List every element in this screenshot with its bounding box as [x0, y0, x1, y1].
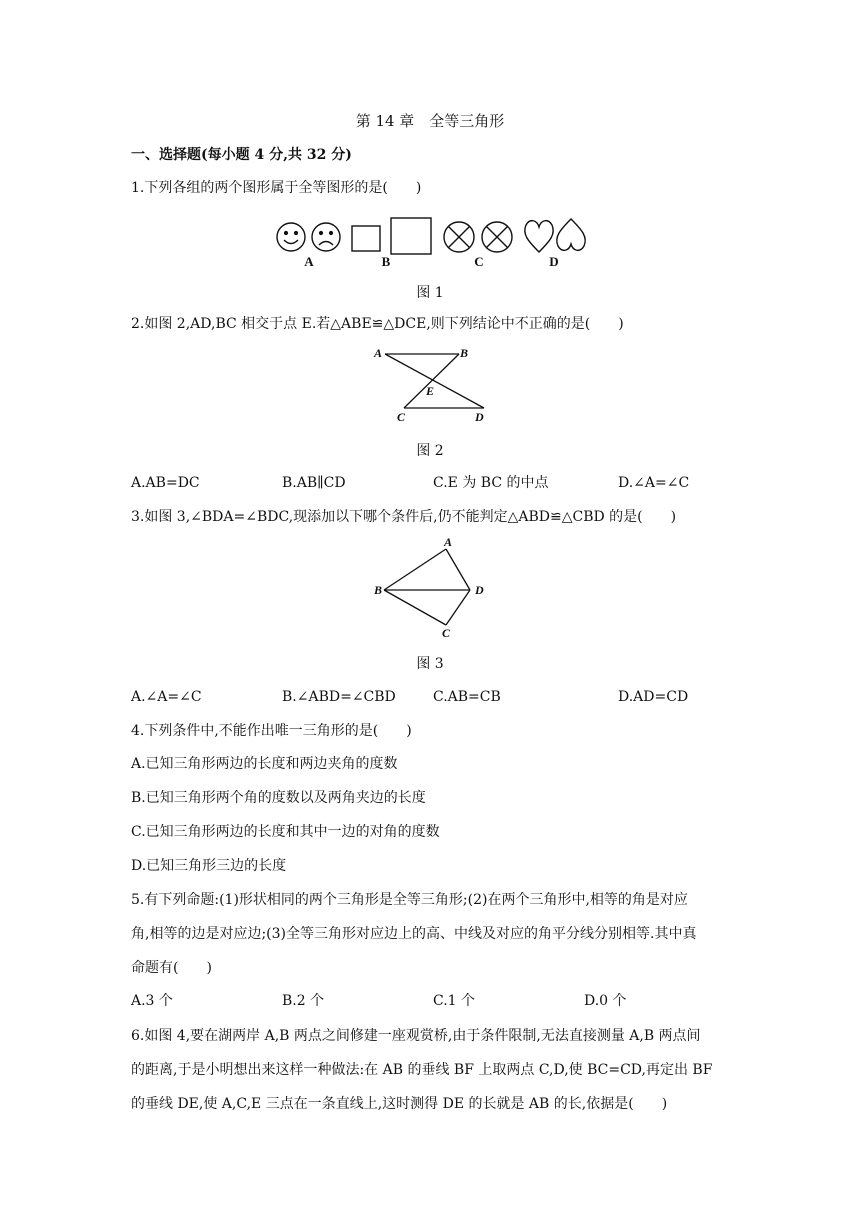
q3-option-a: A.∠A=∠C: [131, 689, 202, 705]
fig1-label-b: B: [381, 254, 391, 269]
q5-line-3: 命题有( ): [131, 960, 212, 976]
figure-1: [0, 210, 860, 270]
fig3-point-c: C: [442, 626, 451, 640]
fig1-label-c: C: [474, 254, 484, 269]
fig3-point-b: B: [374, 583, 383, 597]
fig2-point-b: B: [460, 346, 469, 360]
q3-option-c: C.AB=CB: [433, 689, 501, 705]
q6-line-1: 6.如图 4,要在湖两岸 A,B 两点之间修建一座观赏桥,由于条件限制,无法直接测量 A,B 两点间: [131, 1028, 701, 1044]
inverted-heart-icon: [557, 219, 585, 250]
q6-line-3: 的垂线 DE,使 A,C,E 三点在一条直线上,这时测得 DE 的长就是 AB 的长,依据是( ): [131, 1096, 668, 1112]
fig1-label-a: A: [304, 254, 314, 269]
fig1-caption: 图 1: [416, 285, 444, 301]
q2-option-d: D.∠A=∠C: [618, 475, 690, 491]
fig2-point-a: A: [374, 346, 383, 360]
fig2-point-e: E: [426, 384, 435, 398]
large-square-icon: [391, 218, 431, 254]
q5-option-d: D.0 个: [584, 993, 627, 1009]
figure-3: [0, 535, 860, 645]
fig3-point-a: A: [444, 535, 453, 549]
figure-2: [0, 340, 860, 430]
q4-stem: 4.下列条件中,不能作出唯一三角形的是( ): [131, 723, 412, 739]
q4-option-c: C.已知三角形两边的长度和其中一边的对角的度数: [131, 824, 440, 840]
q5-option-a: A.3 个: [131, 993, 173, 1009]
circled-x-icon-2: [482, 222, 512, 252]
q3-stem: 3.如图 3,∠BDA=∠BDC,现添加以下哪个条件后,仍不能判定△ABD≌△CBD 的是( ): [131, 509, 677, 525]
fig3-point-d: D: [475, 583, 484, 597]
fig3-caption: 图 3: [416, 656, 444, 672]
q2-option-a: A.AB=DC: [131, 475, 200, 491]
fig1-label-d: D: [549, 254, 559, 269]
q3-option-d: D.AD=CD: [618, 689, 689, 705]
q5-line-1: 5.有下列命题:(1)形状相同的两个三角形是全等三角形;(2)在两个三角形中,相等的角是对应: [131, 892, 688, 908]
q5-option-c: C.1 个: [433, 993, 476, 1009]
q5-line-2: 角,相等的边是对应边;(3)全等三角形对应边上的高、中线及对应的角平分线分别相等.其中真: [131, 926, 697, 942]
q5-option-b: B.2 个: [282, 993, 325, 1009]
q3-option-b: B.∠ABD=∠CBD: [282, 689, 396, 705]
sad-face-icon: [312, 223, 340, 251]
fig2-point-c: C: [397, 410, 406, 424]
fig2-point-d: D: [475, 410, 484, 424]
q6-line-2: 的距离,于是小明想出来这样一种做法:在 AB 的垂线 BF 上取两点 C,D,使 BC=CD,再定出 BF: [131, 1062, 713, 1078]
q4-option-a: A.已知三角形两边的长度和两边夹角的度数: [131, 756, 398, 772]
section-heading: 一、选择题(每小题 4 分,共 32 分): [131, 147, 352, 163]
q1-stem: 1.下列各组的两个图形属于全等图形的是( ): [131, 180, 422, 196]
q2-stem: 2.如图 2,AD,BC 相交于点 E.若△ABE≌△DCE,则下列结论中不正确的是( ): [131, 316, 624, 332]
fig2-caption: 图 2: [416, 443, 444, 459]
q4-option-b: B.已知三角形两个角的度数以及两角夹边的长度: [131, 790, 426, 806]
page-title: 第 14 章 全等三角形: [355, 112, 505, 130]
heart-icon: [525, 221, 553, 252]
q4-option-d: D.已知三角形三边的长度: [131, 858, 287, 874]
circled-x-icon-1: [444, 222, 474, 252]
smiley-face-icon: [277, 223, 305, 251]
small-square-icon: [352, 226, 380, 251]
q2-option-c: C.E 为 BC 的中点: [433, 475, 549, 491]
q2-option-b: B.AB∥CD: [282, 475, 346, 491]
